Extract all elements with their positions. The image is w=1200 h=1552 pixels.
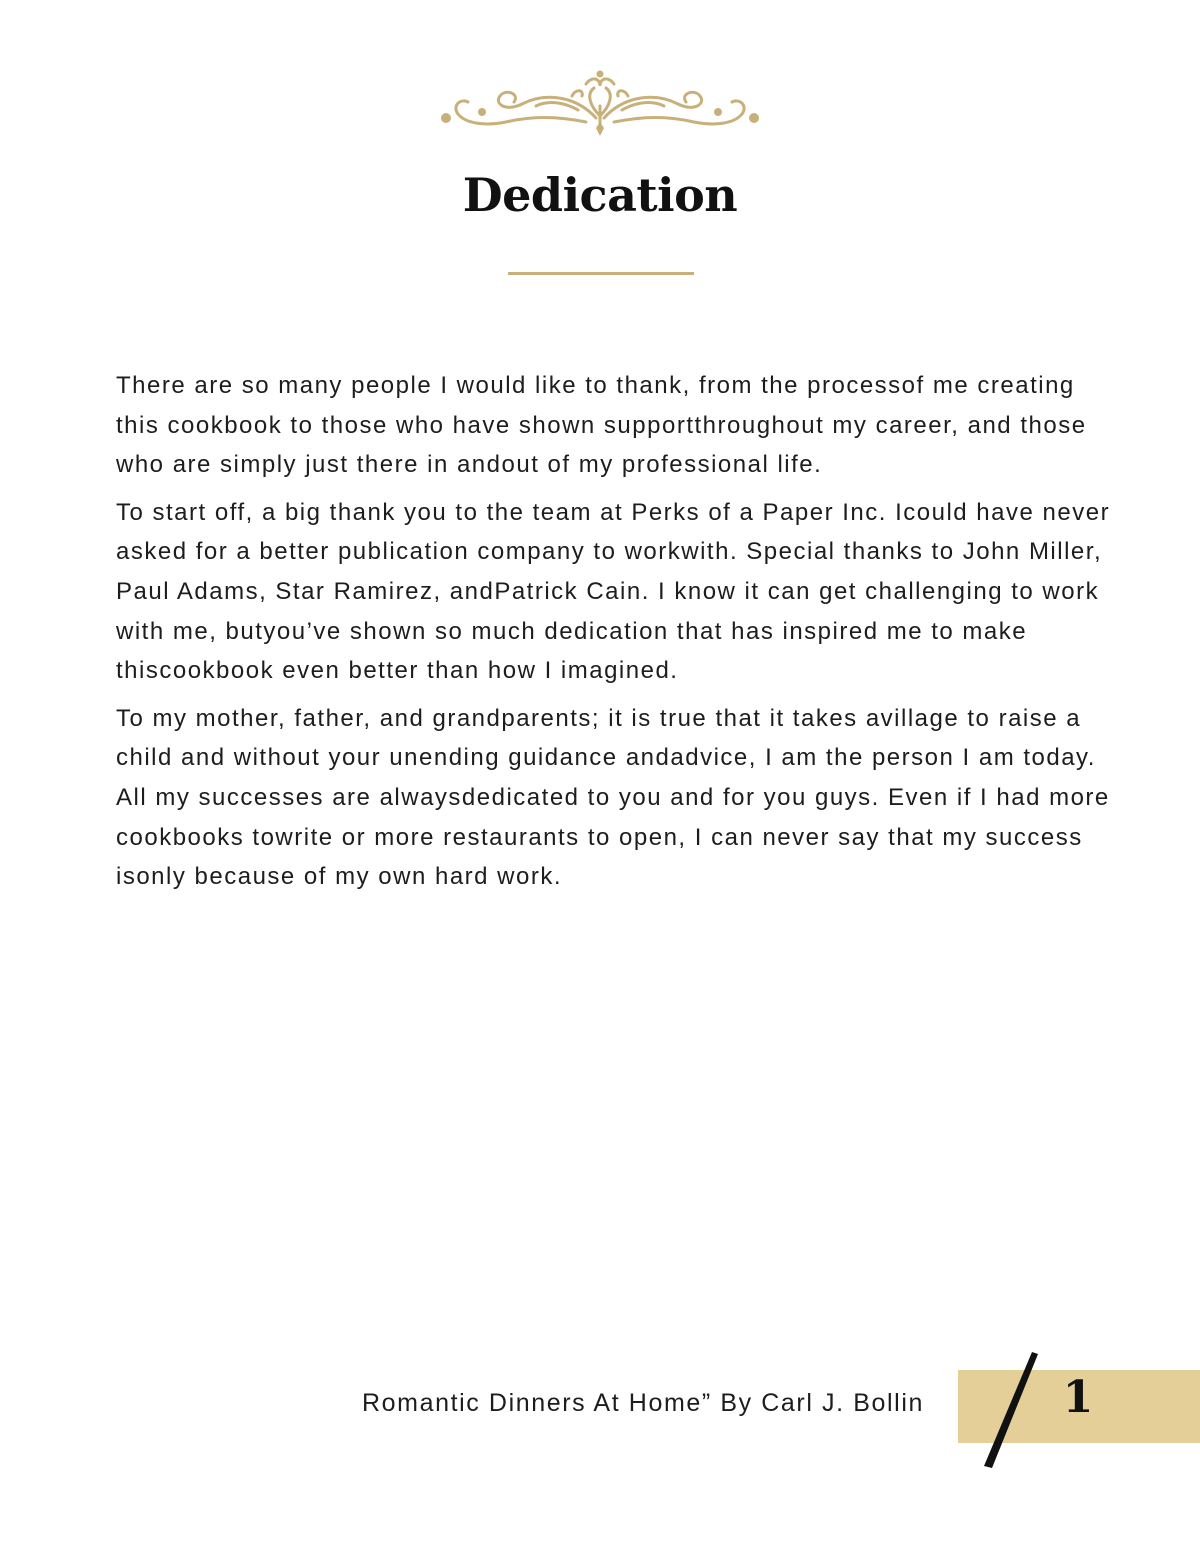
paragraph-2: To start off, a big thank you to the team at Perks of a Paper Inc. Icould have never asked for a better publication company to workwith. Special thanks to John Miller, Paul Adams, Star Ramirez, andPatrick Cain. I know it can get challenging to work with me, butyou’ve shown so much dedication that has inspired me to make thiscookbook even better than how I imagined. bbox=[116, 498, 1111, 685]
footer-book-title: Romantic Dinners At Home” By Carl J. Bollin bbox=[361, 1389, 924, 1417]
page-title: Dedication bbox=[462, 168, 738, 222]
flourish-divider-icon bbox=[436, 66, 764, 138]
page-number: 1 bbox=[1062, 1372, 1094, 1423]
slash-divider-icon bbox=[974, 1348, 1044, 1472]
dedication-body bbox=[116, 366, 1116, 905]
paragraph-1: There are so many people I would like to thank, from the processof me creating this cookbook to those who have shown supportthroughout my career, and those who are simply just there in andout of my professional life. bbox=[116, 372, 1087, 479]
paragraph-3: To my mother, father, and grandparents; it is true that it takes avillage to raise a child and without your unending guidance andadvice, I am the person I am today. All my successes are alwaysdedicated to you and for you guys. Even if I had more cookbooks towrite or more restaurants to open, I can never say that my success isonly because of my own hard work. bbox=[116, 704, 1110, 891]
title-divider bbox=[508, 272, 694, 275]
